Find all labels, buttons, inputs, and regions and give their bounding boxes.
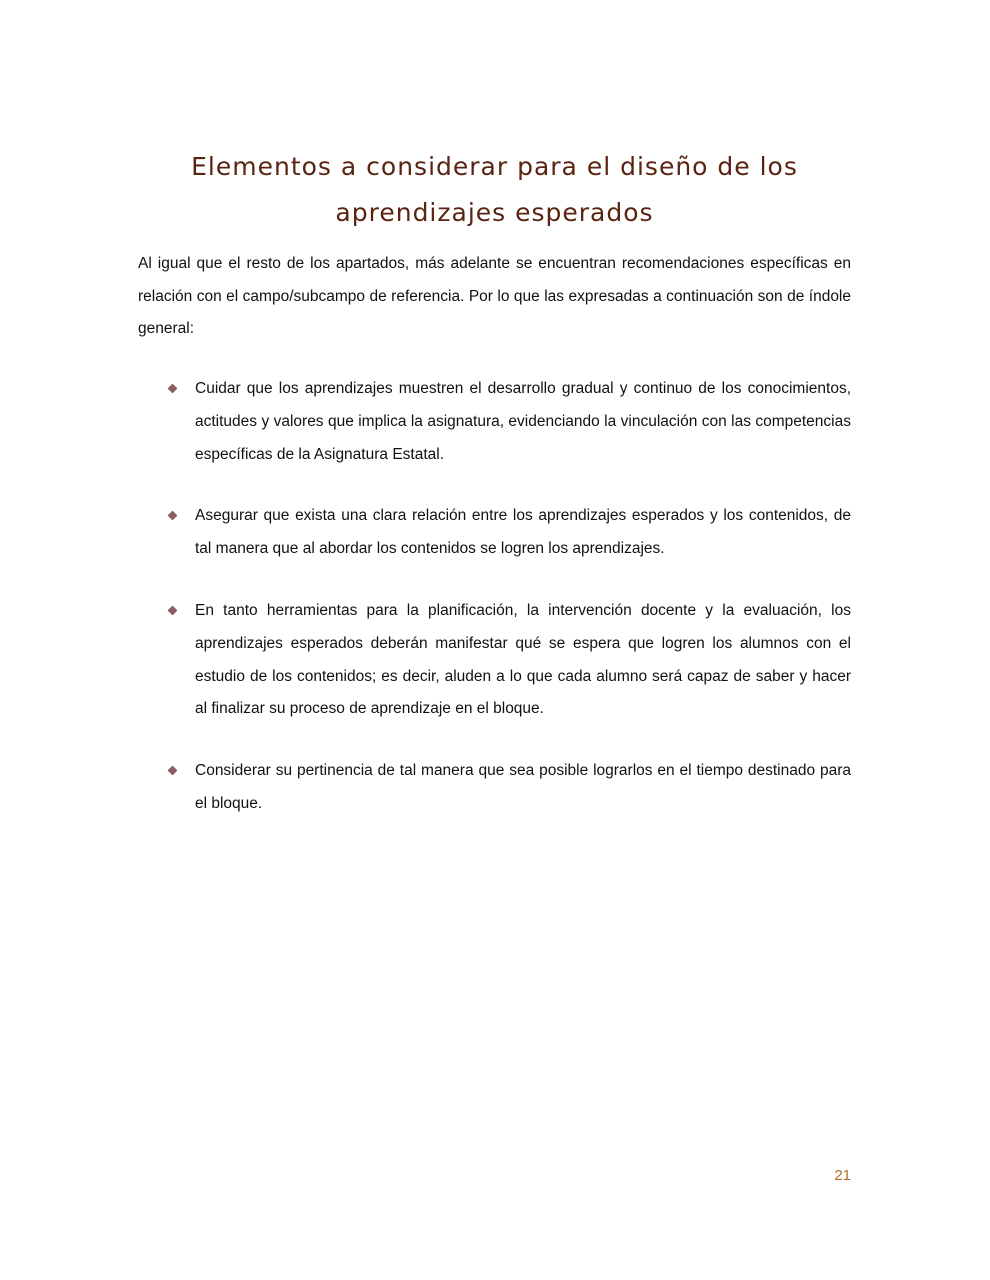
diamond-bullet-icon — [168, 766, 178, 776]
list-item-text: En tanto herramientas para la planificación, la intervención docente y la evaluación, los aprendizajes esperados deberán manifestar qué se espera que logren los alumnos con el estudio de los contenidos; es decir, aluden a lo que cada alumno será capaz de saber y hacer al finalizar su proceso de aprendizaje en el bloque. — [195, 601, 851, 718]
title-line-2: aprendizajes esperados — [335, 198, 654, 227]
list-item — [138, 595, 851, 726]
list-item — [138, 755, 851, 821]
title-line-1: Elementos a considerar para el diseño de los — [191, 152, 798, 181]
page-number: 21 — [834, 1167, 851, 1184]
diamond-bullet-icon — [168, 606, 178, 616]
diamond-bullet-icon — [168, 511, 178, 521]
diamond-bullet-icon — [168, 384, 178, 394]
list-item-text: Asegurar que exista una clara relación entre los aprendizajes esperados y los contenidos, de tal manera que al abordar los contenidos se logren los aprendizajes. — [195, 507, 851, 558]
list-item-text: Considerar su pertinencia de tal manera que sea posible lograrlos en el tiempo destinado para el bloque. — [195, 762, 851, 812]
page-title — [138, 144, 851, 236]
list-item-text: Cuidar que los aprendizajes muestren el desarrollo gradual y continuo de los conocimientos, actitudes y valores que implica la asignatura, evidenciando la vinculación con las competencias específicas de la Asignatura Estatal. — [195, 380, 851, 463]
list-item — [138, 373, 851, 471]
intro-paragraph: Al igual que el resto de los apartados, más adelante se encuentran recomendaciones específicas en relación con el campo/subcampo de referencia. Por lo que las expresadas a continuación son de índole general: — [138, 255, 851, 338]
bullet-list — [138, 373, 851, 850]
list-item — [138, 500, 851, 566]
